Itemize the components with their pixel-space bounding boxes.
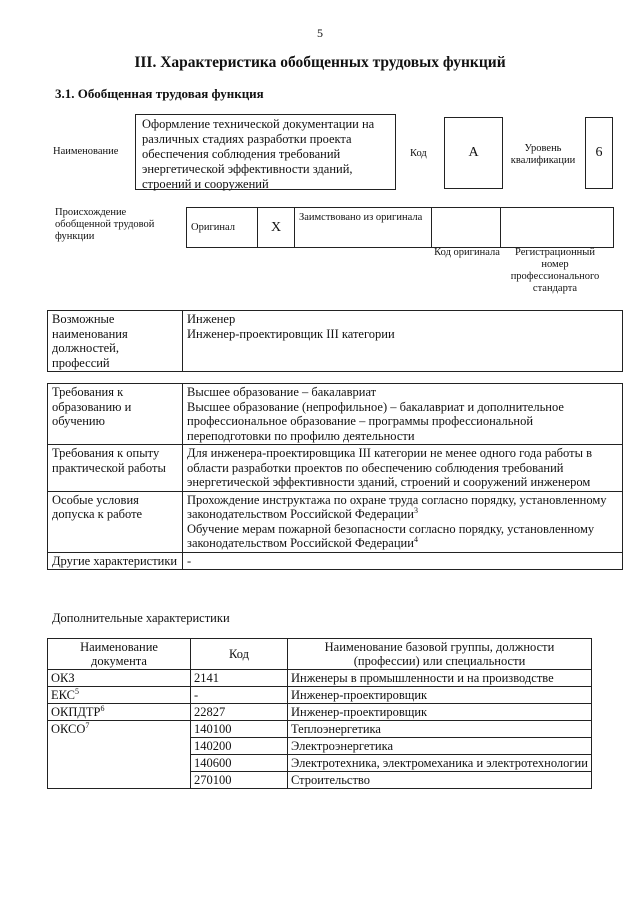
origin-original-label: Оригинал xyxy=(187,208,258,248)
experience-value: Для инженера-проектировщика III категории не менее одного года работы в области разработки проектов по обеспечению соблюдения требований энергетической эффективности зданий, строений и сооружений инженером xyxy=(183,445,623,492)
table-row xyxy=(48,670,592,687)
doc-okso: ОКСО$^7$ xyxy=(48,721,191,789)
name-okz: Инженеры в промышленности и на производстве xyxy=(288,670,592,687)
name-eks: Инженер-проектировщик xyxy=(288,687,592,704)
origin-label: Происхождение обобщенной трудовой функции xyxy=(55,207,155,242)
name-okso: Строительство xyxy=(288,772,592,789)
code-okso: 140200 xyxy=(191,738,288,755)
footnote-ref: 3 xyxy=(413,505,418,515)
code-okso: 270100 xyxy=(191,772,288,789)
position-item: Инженер-проектировщик III категории xyxy=(187,326,395,341)
header-name: Наименование базовой группы, должности (профессии) или специальности xyxy=(288,639,592,670)
special-condition-item: Прохождение инструктажа по охране труда согласно порядку, установленному законодательством Российской Федерации$^3$ xyxy=(187,492,607,521)
origin-original-mark: X xyxy=(258,208,295,248)
name-okso: Электротехника, электромеханика и электротехнологии xyxy=(288,755,592,772)
table-row xyxy=(48,687,592,704)
function-code-value: A xyxy=(444,117,503,189)
header-document: Наименование документа xyxy=(48,639,191,670)
code-okso: 140100 xyxy=(191,721,288,738)
origin-borrowed-label: Заимствовано из оригинала xyxy=(295,208,432,248)
doc-okz: ОКЗ xyxy=(48,670,191,687)
additional-title: Дополнительные характеристики xyxy=(52,611,230,625)
code-okz: 2141 xyxy=(191,670,288,687)
doc-okpdtr: ОКПДТР$^6$ xyxy=(48,704,191,721)
footnote-ref: 6 xyxy=(100,703,105,713)
section-title: III. Характеристика обобщенных трудовых функций xyxy=(134,54,506,71)
positions-label: Возможные наименования должностей, профессий xyxy=(48,311,183,372)
name-okso: Электроэнергетика xyxy=(288,738,592,755)
positions-table xyxy=(47,310,623,372)
origin-code-caption: Код оригинала xyxy=(434,247,500,258)
origin-reg-caption: Регистрационный номер профессионального стандарта xyxy=(510,247,600,294)
function-name-value: Оформление технической документации на различных стадиях разработки проекта обеспечения соблюдения требований энергетической эффективности зданий, строений и сооружений xyxy=(135,114,396,190)
qualification-level-label: Уровень квалификации xyxy=(510,143,576,166)
function-name-label: Наименование xyxy=(53,146,119,157)
other-characteristics-label: Другие характеристики xyxy=(48,552,183,570)
name-okpdtr: Инженер-проектировщик xyxy=(288,704,592,721)
table-row xyxy=(48,721,592,738)
subsection-title: 3.1. Обобщенная трудовая функция xyxy=(55,86,264,101)
footnote-ref: 7 xyxy=(85,720,90,730)
position-item: Инженер xyxy=(187,312,236,326)
footnote-ref: 4 xyxy=(413,534,418,544)
other-characteristics-value: - xyxy=(183,552,623,570)
footnote-ref: 5 xyxy=(75,686,79,696)
positions-values xyxy=(183,311,623,372)
header-code: Код xyxy=(191,639,288,670)
name-okso: Теплоэнергетика xyxy=(288,721,592,738)
page-number: 5 xyxy=(317,26,323,40)
education-values xyxy=(183,384,623,445)
table-row xyxy=(48,704,592,721)
origin-reg-cell xyxy=(501,208,614,248)
special-conditions-values xyxy=(183,491,623,552)
education-item: Высшее образование – бакалавриат xyxy=(187,385,377,399)
doc-eks: ЕКС$^5$ xyxy=(48,687,191,704)
education-label: Требования к образованию и обучению xyxy=(48,384,183,445)
function-code-label: Код xyxy=(410,148,427,159)
additional-table xyxy=(47,638,592,789)
education-item: Высшее образование (непрофильное) – бакалавриат и дополнительное профессиональное образование – программы профессиональной переподготовки по профилю деятельности xyxy=(187,399,564,443)
code-okpdtr: 22827 xyxy=(191,704,288,721)
code-okso: 140600 xyxy=(191,755,288,772)
origin-code-cell xyxy=(432,208,501,248)
special-conditions-label: Особые условия допуска к работе xyxy=(48,491,183,552)
experience-label: Требования к опыту практической работы xyxy=(48,445,183,492)
special-condition-item: Обучение мерам пожарной безопасности согласно порядку, установленному законодательством Российской Федерации$^4$ xyxy=(187,521,595,550)
origin-table xyxy=(186,207,614,248)
requirements-table xyxy=(47,383,623,570)
code-eks: - xyxy=(191,687,288,704)
qualification-level-value: 6 xyxy=(585,117,613,189)
